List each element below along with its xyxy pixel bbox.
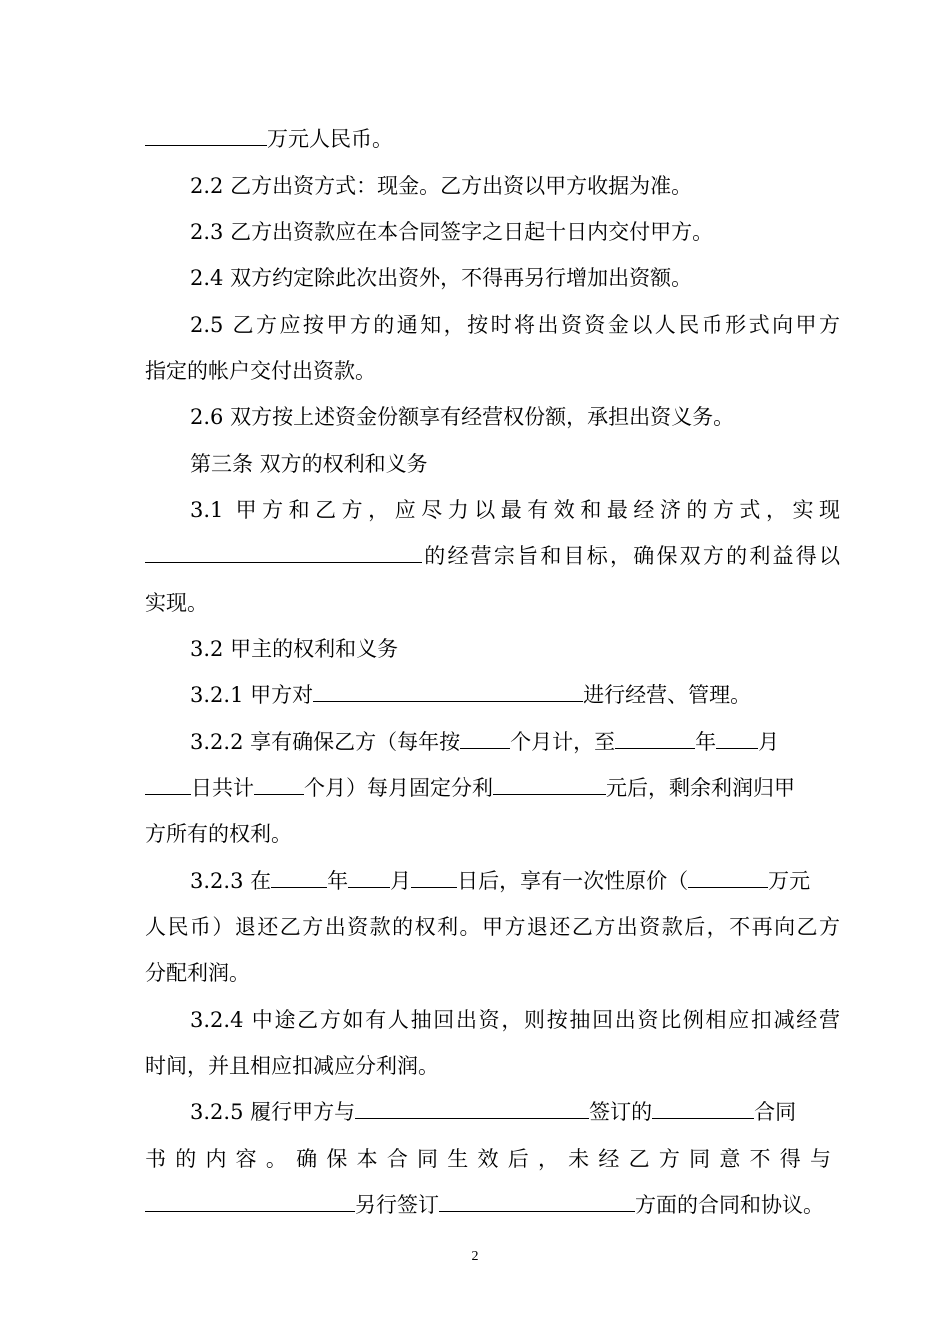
blank-field xyxy=(652,1098,754,1119)
clause-3-2-3-end: 分配利润。 xyxy=(145,961,250,985)
text-segment: 进行经营、管理。 xyxy=(583,683,752,707)
clause-2-4: 2.4 双方约定除此次出资外，不得再另行增加出资额。 xyxy=(190,266,693,290)
text-segment: 个月计，至 xyxy=(510,730,616,754)
blank-field xyxy=(348,867,390,888)
text-segment: 月 xyxy=(390,869,412,893)
text-line-1 xyxy=(145,124,840,154)
text-segment: 3.2.2 享有确保乙方（每年按 xyxy=(190,730,461,754)
blank-field xyxy=(145,1191,355,1212)
clause-3-2-5-cont: 书的内容。确保本合同生效后，未经乙方同意不得与 xyxy=(145,1147,840,1171)
blank-field xyxy=(439,1191,635,1212)
blank-field xyxy=(271,867,327,888)
blank-field xyxy=(460,728,510,749)
blank-field xyxy=(615,728,695,749)
text-segment: 月 xyxy=(758,730,780,754)
text-segment: 日共计 xyxy=(191,776,254,800)
clause-2-2: 2.2 乙方出资方式：现金。乙方出资以甲方收据为准。 xyxy=(190,174,693,198)
blank-field xyxy=(716,728,758,749)
text-segment: 方面的合同和协议。 xyxy=(635,1193,824,1217)
clause-3-2-3-cont: 人民币）退还乙方出资款的权利。甲方退还乙方出资款后，不再向乙方 xyxy=(145,915,840,939)
blank-field xyxy=(254,774,304,795)
text-segment: 的经营宗旨和目标，确保双方的利益得以 xyxy=(422,544,840,568)
clause-3-2-5-end xyxy=(145,1190,840,1220)
clause-3-2-2 xyxy=(190,727,840,757)
clause-2-5-cont: 指定的帐户交付出资款。 xyxy=(145,359,376,383)
clause-3-2-4: 3.2.4 中途乙方如有人抽回出资，则按抽回出资比例相应扣减经营 xyxy=(190,1008,840,1032)
text-segment: 另行签订 xyxy=(355,1193,439,1217)
clause-3-2-3 xyxy=(190,866,840,896)
clause-3-2-2-end: 方所有的权利。 xyxy=(145,822,292,846)
clause-3-2-2-cont xyxy=(145,773,840,803)
text-segment: 元后，剩余利润归甲 xyxy=(606,776,795,800)
text-segment: 日后，享有一次性原价（ xyxy=(457,869,689,893)
text-segment: 万元 xyxy=(768,869,811,893)
blank-field xyxy=(145,125,267,146)
article-3-heading: 第三条 双方的权利和义务 xyxy=(190,452,428,476)
blank-field xyxy=(313,681,583,702)
clause-3-2-4-cont: 时间，并且相应扣减应分利润。 xyxy=(145,1054,439,1078)
text-segment: 3.2.5 履行甲方与 xyxy=(190,1100,356,1124)
text-segment: 年 xyxy=(327,869,349,893)
blank-field xyxy=(411,867,457,888)
clause-3-1-end: 实现。 xyxy=(145,591,208,615)
clause-3-1-cont xyxy=(145,541,840,571)
clause-2-3: 2.3 乙方出资款应在本合同签字之日起十日内交付甲方。 xyxy=(190,220,714,244)
blank-field xyxy=(145,542,422,563)
text-segment: 3.2.1 甲方对 xyxy=(190,683,314,707)
blank-field xyxy=(688,867,768,888)
text-segment: 万元人民币。 xyxy=(267,127,393,151)
blank-field xyxy=(493,774,606,795)
clause-2-5: 2.5 乙方应按甲方的通知，按时将出资资金以人民币形式向甲方 xyxy=(190,313,840,337)
text-segment: 年 xyxy=(695,730,717,754)
clause-3-2: 3.2 甲主的权利和义务 xyxy=(190,637,399,661)
text-segment: 个月）每月固定分利 xyxy=(304,776,493,800)
clause-3-1: 3.1 甲方和乙方，应尽力以最有效和最经济的方式，实现 xyxy=(190,498,840,522)
text-segment: 3.2.3 在 xyxy=(190,869,272,893)
text-segment: 合同 xyxy=(754,1100,797,1124)
clause-3-2-1 xyxy=(190,680,840,710)
text-segment: 签订的 xyxy=(589,1100,653,1124)
page-number: 2 xyxy=(471,1249,479,1264)
clause-2-6: 2.6 双方按上述资金份额享有经营权份额，承担出资义务。 xyxy=(190,405,735,429)
blank-field xyxy=(145,774,191,795)
clause-3-2-5 xyxy=(190,1097,840,1127)
blank-field xyxy=(355,1098,589,1119)
